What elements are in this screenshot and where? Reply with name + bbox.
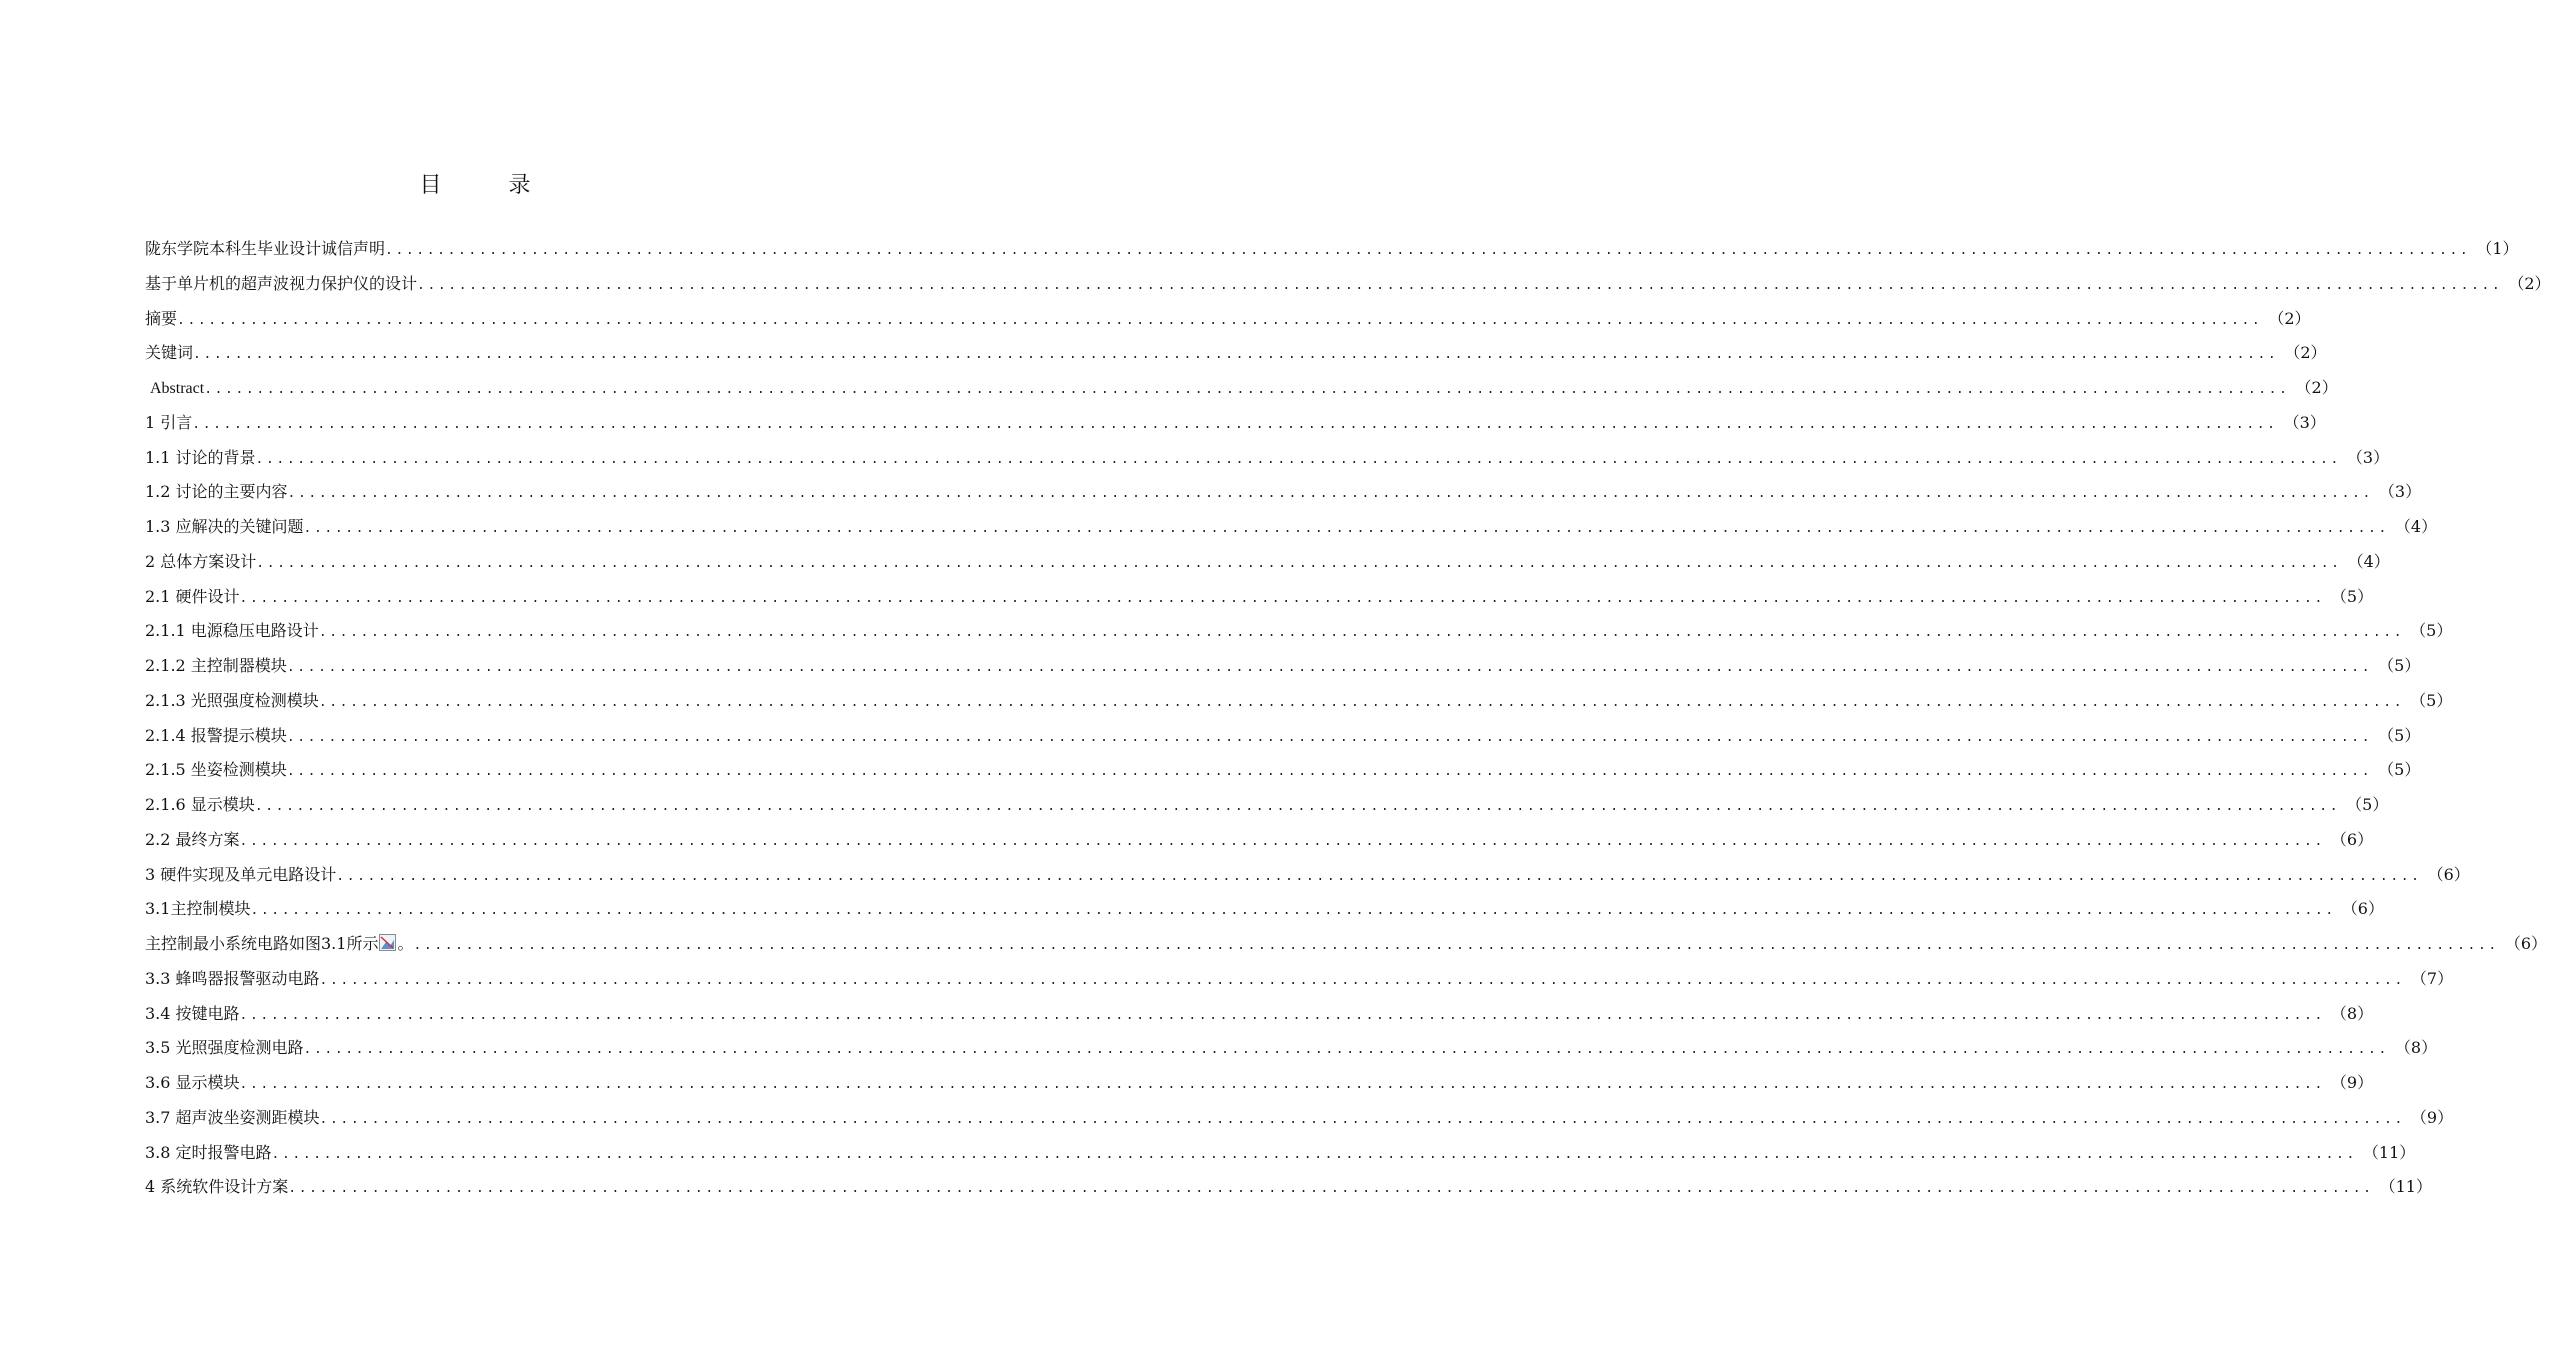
leader-dots: ........................................................................................................................................................................................................ <box>192 416 2278 432</box>
toc-entry[interactable] <box>145 962 2454 997</box>
toc-entry[interactable] <box>145 545 2390 580</box>
leader-dots: ........................................................................................................................................................................................................ <box>250 903 2336 919</box>
toc-entry[interactable] <box>145 892 2384 927</box>
toc-entry[interactable] <box>145 580 2374 615</box>
toc-entry-page: （5） <box>2378 760 2421 780</box>
toc-entry[interactable] <box>145 1066 2374 1101</box>
leader-dots: ........................................................................................................................................................................................................ <box>239 590 2325 606</box>
leader-dots: ........................................................................................................................................................................................................ <box>303 1042 2389 1058</box>
toc-entry[interactable] <box>145 267 2551 302</box>
toc-entry-text: 主控制最小系统电路如图3.1所示 <box>145 934 379 953</box>
toc-entry[interactable] <box>145 788 2389 823</box>
toc-entry[interactable] <box>145 753 2421 788</box>
toc-title: 目 录 <box>419 173 561 198</box>
toc-entry-page: （5） <box>2378 656 2421 675</box>
leader-dots: ........................................................................................................................................................................................................ <box>319 1111 2405 1127</box>
toc-entry-page: （1） <box>2476 239 2519 258</box>
toc-entry[interactable] <box>145 649 2421 684</box>
toc-entry-suffix: 。 <box>397 934 414 953</box>
leader-dots: ........................................................................................................................................................................................................ <box>255 451 2341 467</box>
leader-dots: ........................................................................................................................................................................................................ <box>385 243 2471 258</box>
leader-dots: ........................................................................................................................................................................................................ <box>239 1007 2325 1023</box>
toc-entry[interactable] <box>145 1170 2432 1205</box>
toc-entry-label: 3.6 显示模块 <box>145 1073 240 1092</box>
leader-dots: ........................................................................................................................................................................................................ <box>177 312 2263 328</box>
toc-entry-label: 摘要 <box>145 308 178 328</box>
leader-dots: ........................................................................................................................................................................................................ <box>286 660 2373 675</box>
toc-entry-label: 2.2 最终方案 <box>145 829 240 849</box>
toc-entry-page: （2） <box>2508 273 2551 293</box>
toc-entry-label: 3.3 蜂鸣器报警驱动电路 <box>145 968 320 988</box>
toc-entry-label: 2.1.6 显示模块 <box>145 795 255 814</box>
toc-entry-label: 2.1.1 电源稳压电路设计 <box>145 621 319 641</box>
toc-entry[interactable] <box>145 719 2421 754</box>
toc-entry-label: 1.3 应解决的关键问题 <box>145 517 304 536</box>
toc-entry[interactable] <box>145 1031 2438 1066</box>
toc-entry-page: （6） <box>2427 864 2470 884</box>
toc-entry[interactable] <box>145 614 2453 649</box>
toc-entry-label: 基于单片机的超声波视力保护仪的设计 <box>145 273 418 293</box>
leader-dots: ........................................................................................................................................................................................................ <box>193 347 2279 363</box>
toc-entry-page: （4） <box>2347 551 2390 571</box>
toc-entry-page: （5） <box>2410 621 2453 641</box>
toc-entry-label: 2.1.2 主控制器模块 <box>145 656 287 675</box>
leader-dots: ........................................................................................................................................................................................................ <box>239 833 2325 849</box>
toc-entry[interactable] <box>145 406 2326 441</box>
toc-entry[interactable] <box>145 823 2374 858</box>
leader-dots: ........................................................................................................................................................................................................ <box>254 799 2341 814</box>
toc-entry[interactable] <box>145 441 2390 476</box>
leader-dots: ........................................................................................................................................................................................................ <box>239 1077 2325 1092</box>
toc-entry[interactable] <box>145 232 2519 267</box>
toc-entry-page: （8） <box>2330 1003 2374 1023</box>
toc-entry-page: （3） <box>2378 482 2422 502</box>
toc-entry-label: 3 硬件实现及单元电路设计 <box>145 864 337 884</box>
toc-entry-page: （6） <box>2504 934 2547 953</box>
toc-entry-label: 关键词 <box>145 343 194 363</box>
toc-entry[interactable] <box>145 997 2374 1032</box>
toc-entry-label: 4 系统软件设计方案 <box>145 1177 289 1197</box>
toc-entry-page: （2） <box>2295 378 2338 397</box>
leader-dots: ........................................................................................................................................................................................................ <box>286 764 2373 780</box>
toc-entry[interactable] <box>145 858 2470 893</box>
leader-dots: ........................................................................................................................................................................................................ <box>417 277 2503 293</box>
toc-entry[interactable] <box>145 371 2338 406</box>
toc-entry-label: 1.1 讨论的背景 <box>145 447 256 467</box>
toc-entry-label: 2.1 硬件设计 <box>145 586 240 606</box>
toc-entry[interactable] <box>145 1136 2416 1171</box>
toc-entry[interactable] <box>145 927 2547 962</box>
toc-entry-page: （5） <box>2346 795 2389 814</box>
toc-entry-label: 3.5 光照强度检测电路 <box>145 1038 304 1058</box>
leader-dots: ........................................................................................................................................................................................................ <box>288 1181 2374 1197</box>
leader-dots: ........................................................................................................................................................................................................ <box>318 694 2405 710</box>
toc-entry-label: Abstract <box>150 380 205 397</box>
toc-entry-page: （5） <box>2330 586 2374 606</box>
leader-dots: ........................................................................................................................................................................................................ <box>286 729 2373 745</box>
toc-entry-page: （9） <box>2330 1073 2374 1092</box>
table-of-contents <box>145 232 2551 1205</box>
toc-entry-page: （5） <box>2410 690 2453 710</box>
toc-entry[interactable] <box>145 475 2422 510</box>
toc-entry-page: （3） <box>2283 412 2326 432</box>
toc-entry-label <box>145 927 413 962</box>
leader-dots: ........................................................................................................................................................................................................ <box>287 486 2373 502</box>
toc-entry[interactable] <box>145 336 2327 371</box>
toc-entry-label: 3.4 按键电路 <box>145 1003 240 1023</box>
leader-dots: ........................................................................................................................................................................................................ <box>413 938 2499 953</box>
toc-entry-label: 2.1.3 光照强度检测模块 <box>145 690 319 710</box>
toc-entry-page: （8） <box>2394 1038 2438 1058</box>
leader-dots: ........................................................................................................................................................................................................ <box>271 1146 2357 1162</box>
toc-entry-label: 1 引言 <box>145 412 193 432</box>
toc-entry-page: （11） <box>2379 1177 2432 1197</box>
toc-entry-label: 3.7 超声波坐姿测距模块 <box>145 1107 320 1127</box>
toc-entry-label: 1.2 讨论的主要内容 <box>145 482 288 502</box>
toc-entry[interactable] <box>145 302 2311 337</box>
toc-entry[interactable] <box>145 684 2453 719</box>
toc-entry[interactable] <box>145 1101 2454 1136</box>
toc-entry-page: （11） <box>2362 1142 2416 1162</box>
leader-dots: ........................................................................................................................................................................................................ <box>303 521 2389 536</box>
toc-entry-page: （5） <box>2378 725 2421 745</box>
toc-entry-page: （2） <box>2284 343 2327 363</box>
toc-entry-page: （9） <box>2410 1107 2454 1127</box>
toc-entry-label: 2.1.4 报警提示模块 <box>145 725 287 745</box>
toc-entry-label: 陇东学院本科生毕业设计诚信声明 <box>145 239 386 258</box>
toc-entry-label: 3.1主控制模块 <box>145 899 251 919</box>
leader-dots: ........................................................................................................................................................................................................ <box>256 555 2342 571</box>
leader-dots: ........................................................................................................................................................................................................ <box>319 972 2405 988</box>
toc-entry-label: 3.8 定时报警电路 <box>145 1142 272 1162</box>
leader-dots: ........................................................................................................................................................................................................ <box>336 868 2422 884</box>
toc-entry-page: （6） <box>2330 829 2374 849</box>
toc-entry-page: （6） <box>2341 899 2384 919</box>
toc-entry-page: （4） <box>2394 517 2438 536</box>
toc-entry[interactable] <box>145 510 2438 545</box>
leader-dots: ........................................................................................................................................................................................................ <box>204 382 2290 397</box>
leader-dots: ........................................................................................................................................................................................................ <box>318 625 2405 641</box>
toc-entry-page: （3） <box>2346 447 2390 467</box>
toc-entry-label: 2 总体方案设计 <box>145 551 257 571</box>
toc-entry-page: （2） <box>2268 308 2311 328</box>
broken-image-icon <box>379 934 396 951</box>
toc-entry-label: 2.1.5 坐姿检测模块 <box>145 760 287 780</box>
toc-entry-page: （7） <box>2410 968 2454 988</box>
